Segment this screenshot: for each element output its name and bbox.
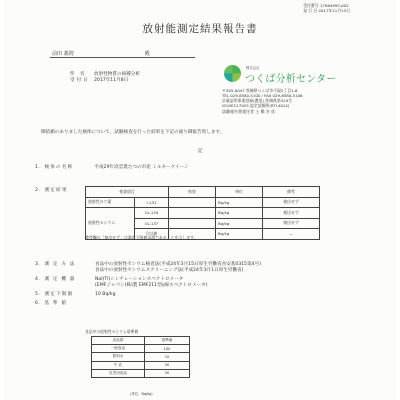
addressee-underline	[50, 57, 195, 58]
header-cell: 備考	[263, 187, 320, 198]
nuclide-cell: 合計値	[135, 229, 169, 240]
table-row	[86, 208, 320, 219]
header-cell: 検査項目	[86, 187, 169, 198]
unit-cell: Bq/kg	[216, 229, 263, 240]
item-label: 1. 検体の名称	[35, 165, 74, 170]
logo-company-type: 株式会社	[246, 66, 260, 70]
meta-value: 2017年11月8日	[94, 77, 129, 83]
section-line: 食品中の放射性セシウムスクリーニング法(平成24年3月1日厚生労働省)	[95, 267, 244, 273]
note-cell: —	[263, 229, 320, 240]
results-footnote: 備考欄の「検出せず」は測定下限値未満であることを示します。	[85, 235, 198, 240]
leaf-logo-icon	[224, 65, 241, 82]
report-page	[4, 0, 396, 400]
issue-date: 発 行 日 2017年11月13日	[303, 7, 350, 13]
lab-phone: TEL 029-8580-5100 / FAX 029-8580-5106	[222, 92, 303, 98]
meta-key: 受付日	[70, 77, 90, 83]
header-cell: 単位	[216, 187, 263, 198]
sections-block	[35, 262, 385, 307]
lab-registration: 計量証明事業登録(濃度) 茨城県第324号	[222, 97, 293, 103]
standard-table	[91, 336, 190, 378]
table-row	[92, 361, 190, 369]
addressee	[52, 50, 150, 57]
note-cell: 検出せず	[263, 218, 320, 229]
item-label: 2. 測定結果	[35, 188, 68, 193]
report-title: 放射能測定結果報告書	[142, 23, 258, 35]
header-cell: 結果	[169, 187, 216, 198]
section-standard	[35, 301, 385, 307]
section-line: 食品中の放射性セシウム検査法(平成24年3月15日厚生労働省食安基0315第4号)	[95, 262, 261, 267]
addressee-honorific: 殿	[144, 51, 150, 57]
group-cell: 放射性セシウム	[86, 208, 135, 240]
header-cell: 基準値	[145, 337, 190, 345]
table-row	[92, 345, 190, 353]
limit-cell: 50	[145, 361, 190, 369]
section-body	[95, 277, 208, 289]
addressee-name: 前田 義則	[52, 51, 74, 57]
limit-cell: 10	[145, 353, 190, 361]
note-cell: 検出せず	[263, 197, 320, 208]
section-line: (EMFジャパン(株)製 EMF211型γ線スペクトロメータ)	[95, 282, 208, 288]
item-sample	[35, 164, 189, 170]
lab-iso: ISO/IEC17025 認定試験所(RTL4014)	[222, 102, 290, 108]
section-line: NaI(Tl)シンチレーションスペクトロメータ	[95, 276, 184, 282]
meta-value: 放射性物質の核種分析	[94, 72, 140, 77]
section-label: 6. 基 準 値	[35, 300, 68, 306]
results-table	[85, 186, 320, 240]
receipt-number: 受付番号 17064995-002	[303, 3, 349, 8]
section-line: 10 Bq/kg	[95, 291, 116, 297]
nuclide-cell: I-131	[135, 197, 169, 208]
lab-address: 〒305-0047 茨城県つくば市千現2丁目1-6	[222, 88, 298, 93]
section-body	[95, 262, 261, 274]
item-value: 平成29年高雲農たつの市産 ミルキークイーン	[94, 165, 189, 170]
intro-text: 御依頼のありました検体について、試験検査を行った結果を下記の通り御報告致します。	[41, 130, 225, 135]
result-cell	[169, 197, 216, 208]
meta-block	[70, 72, 140, 84]
unit-cell: Bq/kg	[216, 218, 263, 229]
section-instrument	[35, 277, 385, 289]
section-label: 4. 測 定 機 器	[35, 276, 76, 282]
table-row	[86, 197, 320, 208]
section-label: 3. 測 定 方 法	[35, 262, 76, 267]
logo-company-name: つくば分析センター	[245, 74, 337, 85]
unit-cell: Bq/kg	[216, 208, 263, 219]
table-row	[92, 369, 190, 377]
note-cell: 検出せず	[263, 208, 320, 219]
food-group-cell: 乳児用食品	[92, 369, 145, 377]
unit-cell: Bq/kg	[216, 197, 263, 208]
lab-representative: 試験報告書責任者 土 橋 杏 佑	[222, 108, 276, 114]
nuclide-cell: Cs-134	[135, 208, 169, 219]
result-cell	[169, 208, 216, 219]
lab-logo	[222, 64, 352, 86]
section-method	[35, 262, 385, 274]
receipt-info	[303, 4, 350, 14]
section-detection-limit	[35, 292, 385, 298]
result-cell	[169, 218, 216, 229]
table-row	[92, 353, 190, 361]
nuclide-cell: Cs-137	[135, 218, 169, 229]
food-group-cell: 一般食品	[92, 345, 145, 353]
standard-unit: (単位：Bq/kg)	[130, 392, 153, 396]
ki-marker: 記	[197, 149, 203, 154]
food-group-cell: 飲料水	[92, 353, 145, 361]
group-cell: 放射性ヨウ素	[86, 197, 135, 208]
header-cell: 食品群	[92, 337, 145, 345]
standard-title: 食品中の放射性セシウム基準値	[85, 329, 139, 334]
meta-received	[70, 78, 140, 84]
standard-header-row	[92, 337, 190, 345]
lab-details	[222, 89, 303, 114]
section-label: 5. 測定下限値	[35, 291, 74, 297]
results-header-row	[86, 187, 320, 198]
limit-cell: 50	[145, 369, 190, 377]
food-group-cell: 牛 乳	[92, 361, 145, 369]
meta-key: 件 名	[70, 72, 87, 77]
limit-cell: 100	[145, 345, 190, 353]
